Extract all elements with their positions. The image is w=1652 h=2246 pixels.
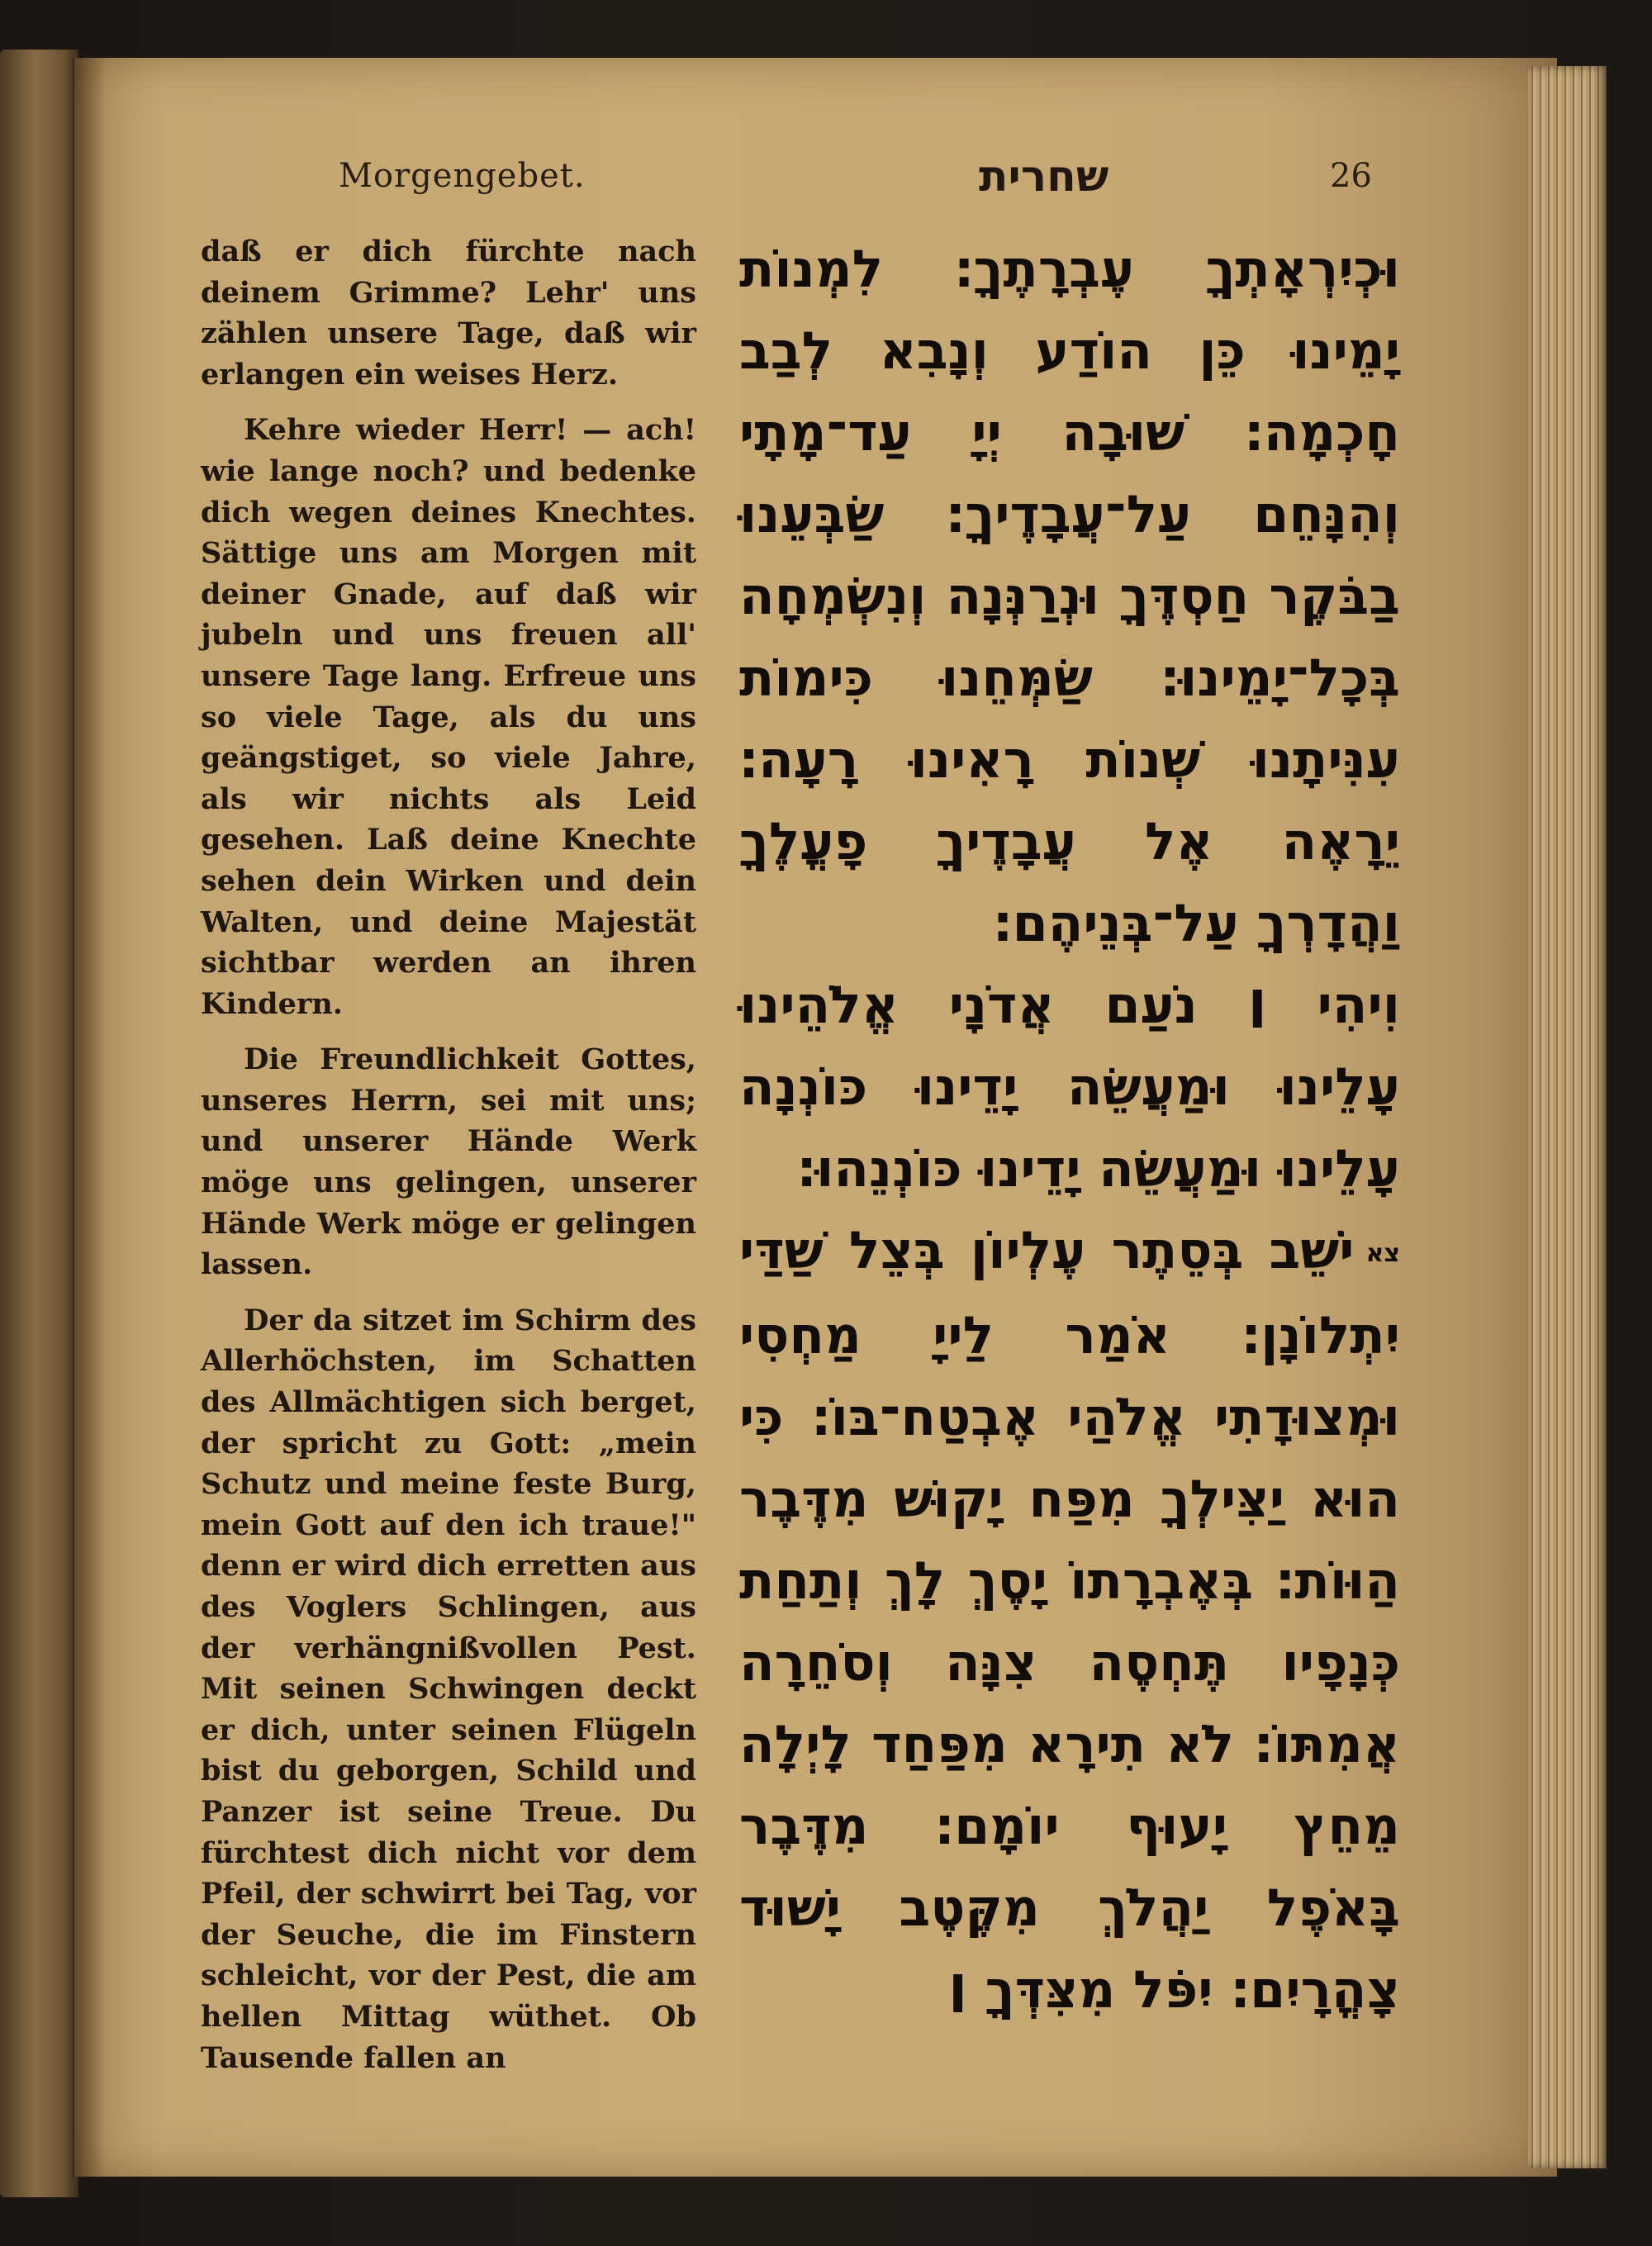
german-paragraph: Die Freundlichkeit Gottes, unseres Herrn, sei mit uns; und unserer Hände Werk möge uns gelingen, unserer Hände Werk möge er gelingen lassen. [201,1042,696,1282]
german-paragraph: daß er dich fürchte nach deinem Grimme? Lehr' uns zählen unsere Tage, daß wir erlangen ein weises Herz. [201,235,696,392]
hebrew-paragraph-psalm [739,1209,1400,2030]
gutter-shadow [73,58,106,2177]
hebrew-text-column [739,228,1400,2030]
page-header [0,152,1652,207]
left-page-edge [0,50,78,2197]
german-paragraph: Der da sitzet im Schirm des Allerhöchsten, im Schatten des Allmächtigen sich berget, der spricht zu Gott: „mein Schutz und meine feste Burg, mein Gott auf den ich traue!" denn er wird dich erretten aus des Voglers Schlingen, aus der verhängnißvollen Pest. Mit seinen Schwingen deckt er dich, unter seinen Flügeln bist du geborgen, Schild und Panzer ist seine Treue. Du fürchtest dich nicht vor dem Pfeil, der schwirrt bei Tag, vor der Seuche, die im Finstern schleicht, vor der Pest, die am hellen Mittag wüthet. Ob Tausende fallen an [201,1303,696,2075]
hebrew-paragraph: וִיהִי ׀ נֹעַם אֲדֹנָי אֱלֹהֵינוּ עָלֵינוּ וּמַעֲשֵׂה יָדֵינוּ כּוֹנְנָה עָלֵינוּ וּמַעֲשֵׂה יָדֵינוּ כּוֹנְנֵהוּ׃ [739,975,1400,1199]
german-text-column [201,231,696,2093]
running-title-german: Morgengebet. [339,157,586,195]
psalm-number-label: צא [1365,1239,1400,1269]
running-title-hebrew: שחרית [979,152,1109,202]
page-number: 26 [1330,157,1372,195]
german-paragraph: Kehre wieder Herr! — ach! wie lange noch? und bedenke dich wegen deines Knechtes. Sättige uns am Morgen mit deiner Gnade, auf daß wir jubeln und uns freuen all' unsere Tage lang. Erfreue uns so viele Tage, als du uns geängstiget, so viele Jahre, als wir nichts als Leid gesehen. Laß deine Knechte sehen dein Wirken und dein Walten, und deine Majestät sichtbar werden an ihren Kindern. [201,413,696,1021]
page-edges [1528,66,1607,2168]
hebrew-paragraph-text: יֹשֵׁב בְּסֵתֶר עֶלְיוֹן בְּצֵל שַׁדַּי יִתְלוֹנָן׃ אֹמַר לַייָ מַחְסִי וּמְצוּדָתִי אֱלֹהַי אֶבְטַח־בּוֹ׃ כִּי הוּא יַצִּילְךָ מִפַּח יָקוּשׁ מִדֶּבֶר הַוּוֹת׃ בְּאֶבְרָתוֹ יָסֶךְ לָךְ וְתַחַת כְּנָפָיו תֶּחְסֶה צִנָּה וְסֹחֵרָה אֲמִתּוֹ׃ לֹא תִירָא מִפַּחַד לָיְלָה מֵחֵץ יָעוּף יוֹמָם׃ מִדֶּבֶר בָּאֹפֶל יַהֲלֹךְ מִקֶּטֶב יָשׁוּד צָהֳרָיִם׃ יִפֹּל מִצִּדְּךָ ׀ [739,1220,1400,2020]
hebrew-paragraph: וּכְיִרְאָתְךָ עֶבְרָתֶךָ׃ לִמְנוֹת יָמֵינוּ כֵּן הוֹדַע וְנָבִא לְבַב חָכְמָה׃ שׁוּבָה יְיָ עַד־מָתָי וְהִנָּחֵם עַל־עֲבָדֶיךָ׃ שַׂבְּעֵנוּ בַבֹּקֶר חַסְדֶּךָ וּנְרַנְּנָה וְנִשְׂמְחָה בְּכָל־יָמֵינוּ׃ שַׂמְּחֵנוּ כִּימוֹת עִנִּיתָנוּ שְׁנוֹת רָאִינוּ רָעָה׃ יֵרָאֶה אֶל עֲבָדֶיךָ פָעֳלֶךָ וַהֲדָרְךָ עַל־בְּנֵיהֶם׃ [739,239,1400,953]
